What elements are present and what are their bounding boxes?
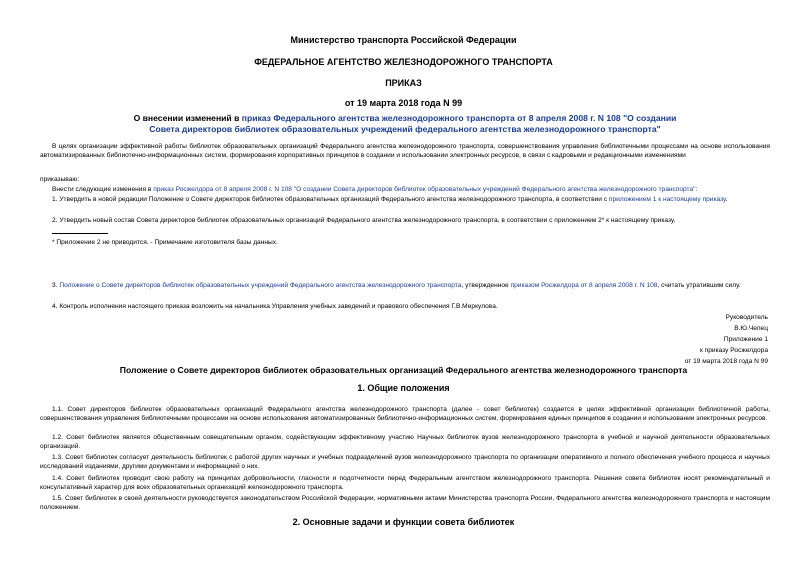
ministry-name: Министерство транспорта Российской Федерации <box>290 35 517 45</box>
document-date: от 19 марта 2018 года N 99 <box>344 98 463 108</box>
item-4: 4. Контроль исполнения настоящего приказа возложить на начальника Управления учебных заведений и правового обеспечения Г.В.Меркулова. <box>52 303 498 310</box>
item-3-link-order[interactable]: приказом Росжелдора от 8 апреля 2008 г. N 108 <box>510 282 658 289</box>
title-order-link[interactable]: приказ Федерального агентства железнодорожного транспорта от 8 апреля 2008 г. N 108 "О создании Совета директоров библиотек образовательных учреждений федерального агентства железнодорожного транспорта" <box>149 113 677 134</box>
appendix-order-date: от 19 марта 2018 года N 99 <box>684 358 768 365</box>
preamble-text: В целях организации эффективной работы библиотек образовательных организаций Федерального агентства железнодорожного транспорта, совершенствования управления библиотечными процессами на основе использования автоматизированных библиотечно-информационных систем, формирования корпоративных принципов в создании и использовании электронных ресурсов, в связи с кадровыми и редакционными изменениями <box>40 143 770 160</box>
item-1-suffix: . <box>725 196 728 203</box>
signature-name: В.Ю.Чепец <box>734 325 768 332</box>
signature-position: Руководитель <box>725 314 768 321</box>
section-1-paragraph-3: 1.3. Совет библиотек согласует деятельность библиотек с работой других научных и учебных подразделений вузов железнодорожного транспорта по организации оперативного и полного обеспечения учебного процесса и научных исследований изданиями, другими документами и информацией о них. <box>40 454 770 471</box>
agency-name: ФЕДЕРАЛЬНОЕ АГЕНТСТВО ЖЕЛЕЗНОДОРОЖНОГО ТРАНСПОРТА <box>254 57 553 67</box>
item-3-prefix: 3. <box>52 282 60 289</box>
title-prefix: О внесении изменений в <box>133 113 242 123</box>
item-3-link-regulation[interactable]: Положение о Совете директоров библиотек образовательных учреждений Федерального агентства железнодорожного транспорта <box>59 282 462 289</box>
footnote: * Приложение 2 не приводится. - Примечание изготовителя базы данных. <box>52 239 278 246</box>
changes-intro-link[interactable]: приказ Росжелдора от 8 апреля 2008 г. N 108 "О создании Совета директоров библиотек образовательных учреждений Федерального агентства железнодорожного транспорта" <box>153 186 696 193</box>
section-2-title: 2. Основные задачи и функции совета библиотек <box>292 517 515 527</box>
document-title <box>120 113 690 135</box>
preamble-order-word: приказываю: <box>40 176 80 183</box>
appendix-order-ref: к приказу Росжелдора <box>699 347 768 354</box>
changes-intro <box>52 185 772 194</box>
item-3-suffix: , считать утратившим силу. <box>657 282 741 289</box>
item-3 <box>40 281 770 290</box>
item-3-mid: , утвержденное <box>461 282 511 289</box>
document-type: ПРИКАЗ <box>385 78 422 88</box>
item-1-prefix: 1. Утвердить в новой редакции Положение о Совете директоров библиотек образовательных организаций Федерального агентства железнодорожного транспорта, в соответствии с <box>52 196 609 203</box>
section-1-paragraph-5: 1.5. Совет библиотек в своей деятельности руководствуется законодательством Российской Федерации, нормативными актами Министерства транспорта России, Федерального агентства железнодорожного транспорта и настоящим положением. <box>40 495 770 512</box>
item-1-link[interactable]: приложением 1 к настоящему приказу <box>608 196 726 203</box>
changes-intro-suffix: : <box>695 186 698 193</box>
item-2: 2. Утвердить новый состав Совета директоров библиотек образовательных организаций Федерального агентства железнодорожного транспорта, в соответствии с приложением 2* к настоящему приказу. <box>52 217 676 224</box>
section-1-paragraph-4: 1.4. Совет библиотек проводит свою работу на принципах добровольности, гласности и подотчетности перед Федеральным агентством железнодорожного транспорта. Решения совета библиотек носят рекомендательный и консультативный характер для всех образовательных организаций железнодорожного транспорта. <box>40 475 770 492</box>
regulation-title: Положение о Совете директоров библиотек образовательных организаций Федерального агентства железнодорожного транспорта <box>119 365 688 375</box>
item-1 <box>40 195 770 204</box>
section-1-paragraph-2: 1.2. Совет библиотек является общественным совещательным органом, содействующим эффективному участию Научных библиотек вузов железнодорожного транспорта в учебной и научной деятельности образовательных организаций. <box>40 434 770 451</box>
section-1-title: 1. Общие положения <box>357 383 450 393</box>
section-1-paragraph-1: 1.1. Совет директоров библиотек образовательных организаций Федерального агентства железнодорожного транспорта (далее - совет библиотек) создается в целях эффективной организации библиотечной работы, совершенствования управления библиотечными процессами на основе использования автоматизированных библиотечно-информационных систем, формирования единых принципов в создании и использовании электронных ресурсов. <box>40 406 770 423</box>
appendix-number: Приложение 1 <box>723 336 768 343</box>
changes-intro-prefix: Внести следующие изменения в <box>52 186 154 193</box>
footnote-divider <box>52 233 108 234</box>
